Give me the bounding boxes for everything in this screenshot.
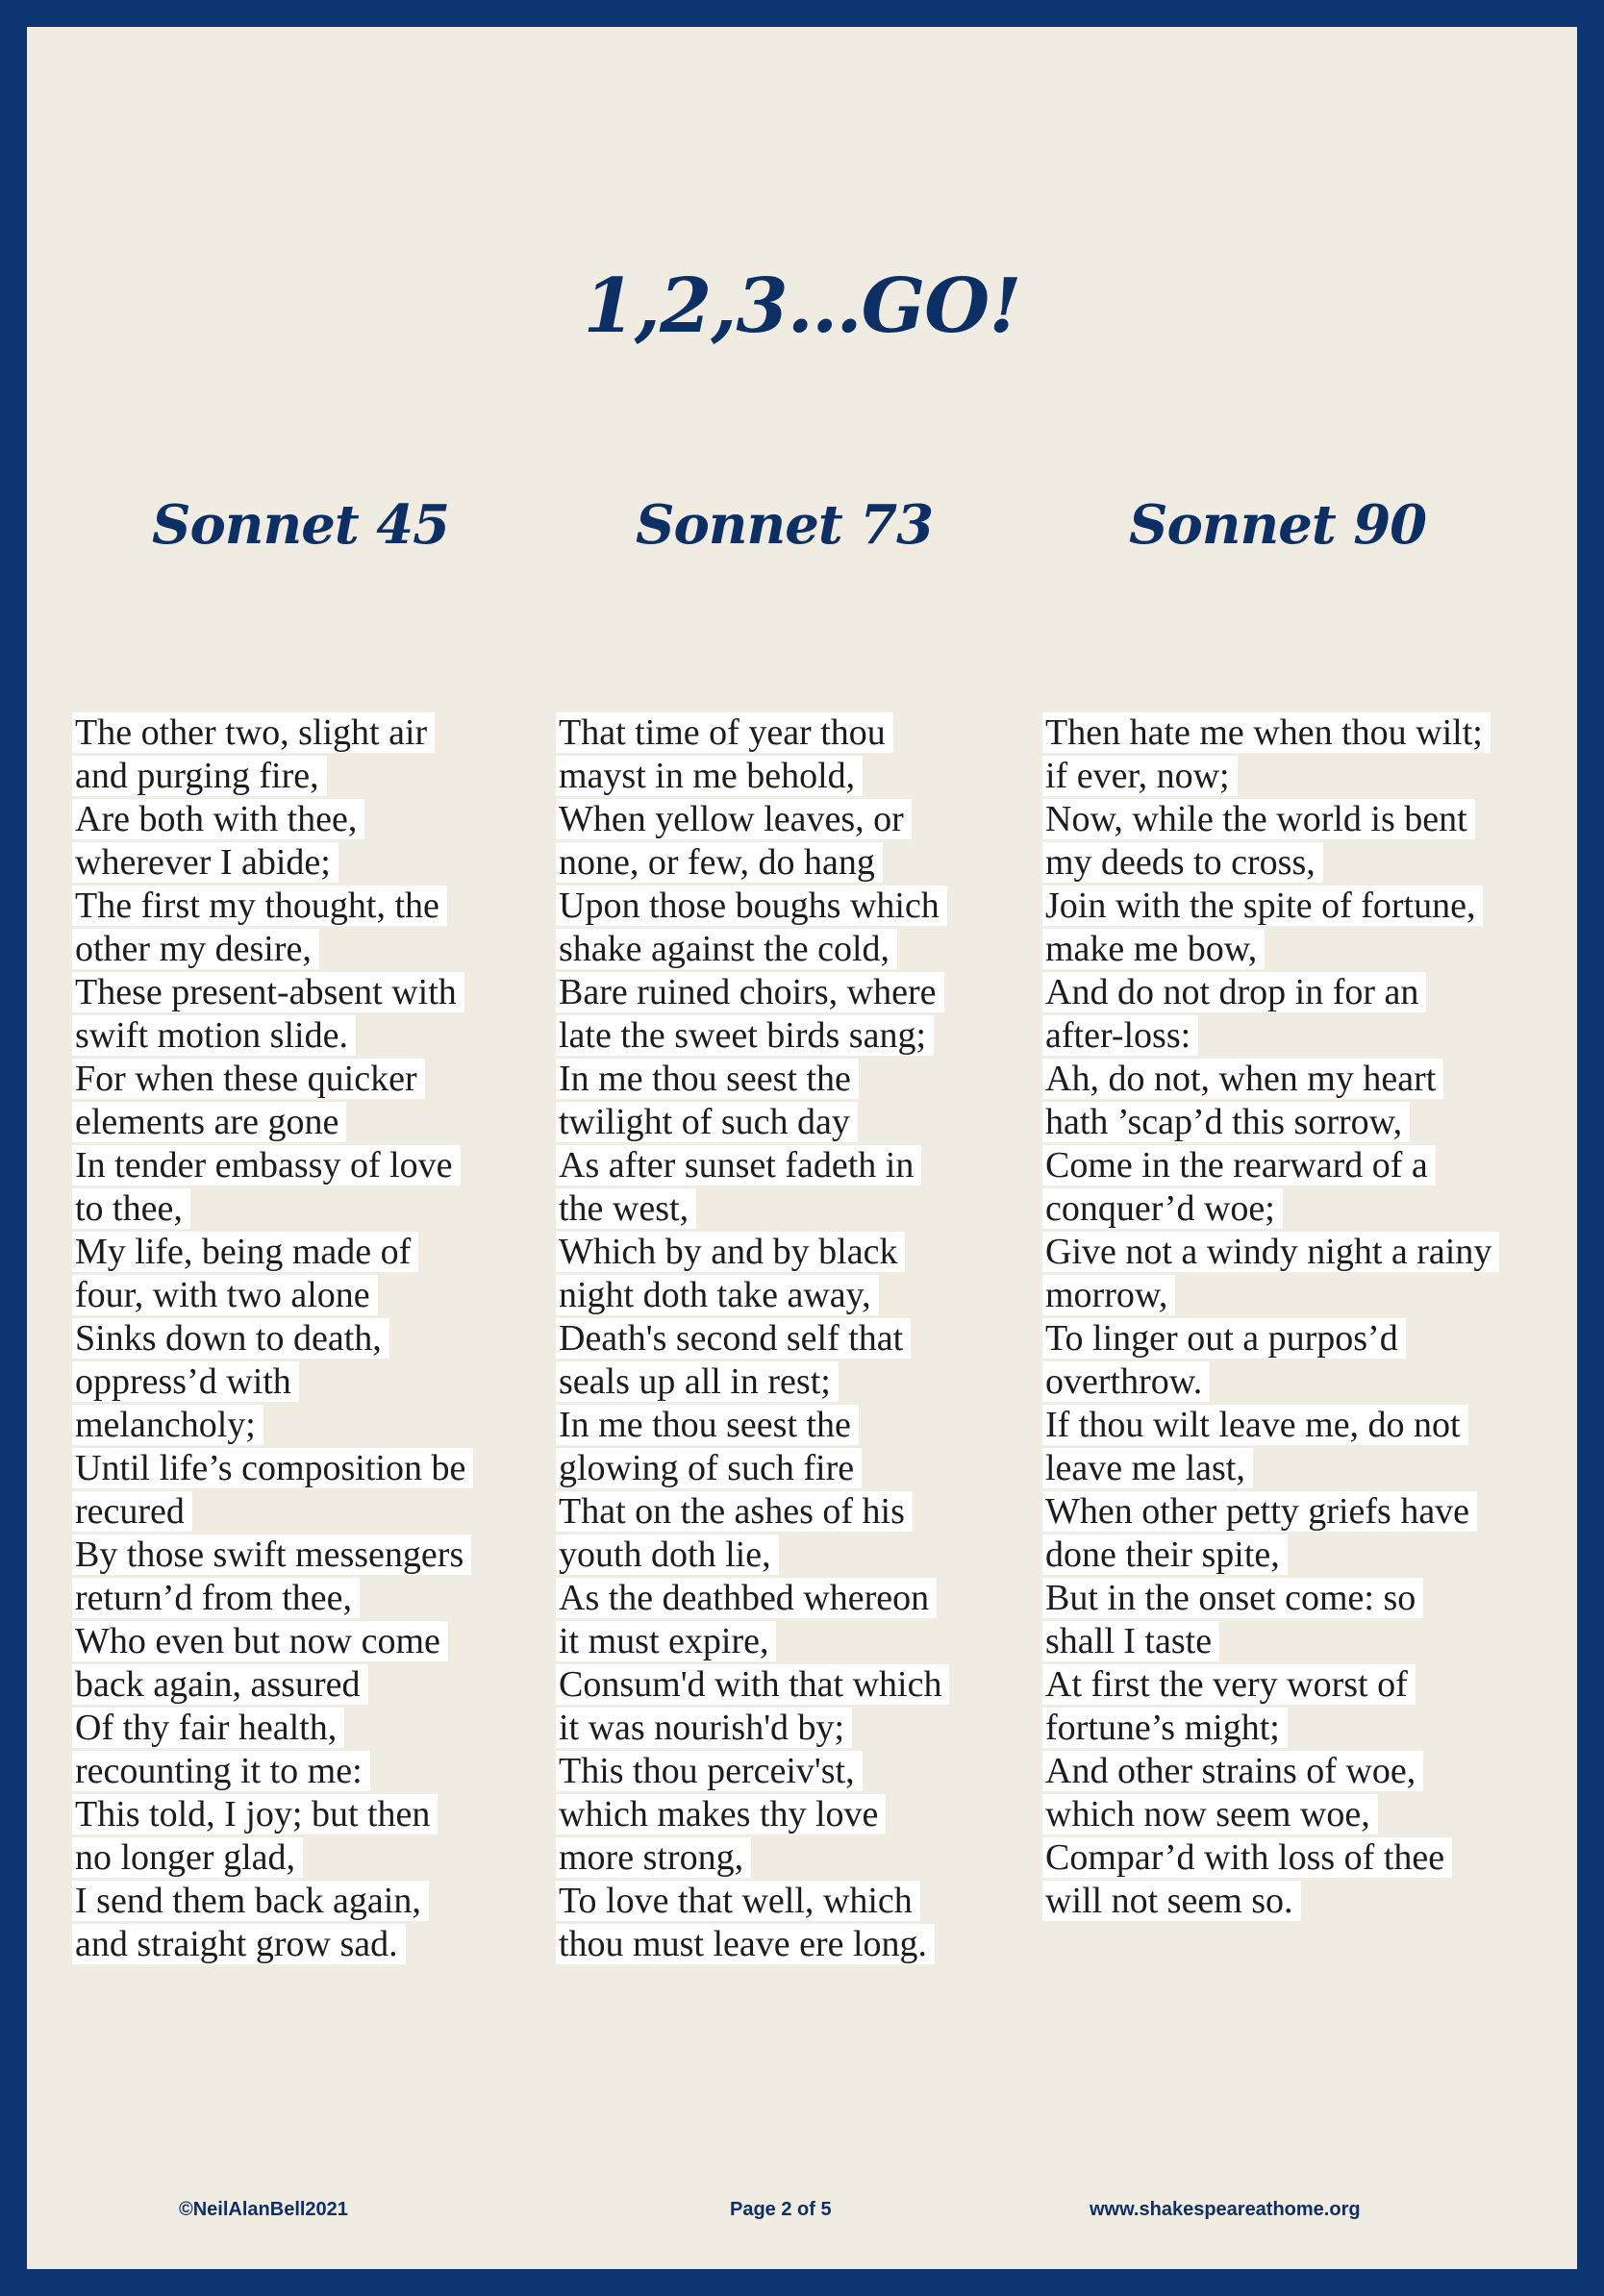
poem-line [559,1880,1040,1923]
poem-line [559,885,1040,928]
poem-line [559,1490,1040,1534]
poem-line-text: night doth take away, [556,1275,879,1315]
poem-line [75,841,556,885]
poem-line-text: In tender embassy of love [72,1145,461,1185]
sonnet-text [75,711,556,1966]
poem-line-text: twilight of such day [556,1102,858,1142]
poem-line-text: Of thy fair health, [72,1708,344,1748]
poem-line [75,1187,556,1231]
poem-line [559,711,1040,755]
poem-line-text: That time of year thou [556,712,893,753]
poem-line [559,1534,1040,1577]
poem-line-text: Now, while the world is bent [1042,799,1475,839]
poem-line-text: Come in the rearward of a [1042,1145,1436,1185]
poem-line [75,1750,556,1793]
poem-line [1045,1014,1526,1058]
sonnet-title: Sonnet 90 [1129,493,1427,557]
poem-line-text: make me bow, [1042,929,1265,969]
poem-line [1045,1577,1526,1620]
poem-line-text: elements are gone [72,1102,346,1142]
poem-line [1045,1534,1526,1577]
poem-line-text: done their spite, [1042,1535,1288,1575]
poem-line [1045,1707,1526,1750]
poem-line [559,1923,1040,1966]
sonnet-90-column [1045,493,1526,1923]
poem-line-text: no longer glad, [72,1837,303,1878]
poem-line [559,928,1040,971]
poem-line-text: morrow, [1042,1275,1175,1315]
poem-line [75,1620,556,1663]
poem-line-text: Consum'd with that which [556,1664,949,1705]
poem-line [559,1058,1040,1101]
poem-line [559,798,1040,841]
poem-line-text: Death's second self that [556,1318,911,1359]
poem-line-text: none, or few, do hang [556,842,883,883]
poem-line-text: Then hate me when thou wilt; [1042,712,1491,753]
sonnet-45-column [75,493,556,1966]
poem-line-text: Ah, do not, when my heart [1042,1059,1443,1099]
poem-line [1045,1187,1526,1231]
sonnet-text [559,711,1040,1966]
poem-line [559,1144,1040,1187]
poem-line [1045,928,1526,971]
poem-line [559,1577,1040,1620]
poem-line-text: melancholy; [72,1405,263,1445]
poem-line-text: conquer’d woe; [1042,1188,1283,1229]
footer-website: www.shakespeareathome.org [1090,2199,1361,2220]
poem-line-text: which now seem woe, [1042,1794,1378,1834]
poem-line [1045,1144,1526,1187]
poem-line-text: swift motion slide. [72,1015,356,1056]
poem-line [1045,1447,1526,1490]
poem-line [75,1836,556,1880]
sonnet-73-column [559,493,1040,1966]
poem-line-text: When yellow leaves, or [556,799,912,839]
poem-line [75,755,556,798]
poem-line-text: fortune’s might; [1042,1708,1288,1748]
poem-line [559,1404,1040,1447]
poem-line-text: When other petty griefs have [1042,1491,1477,1532]
poem-line-text: And other strains of woe, [1042,1751,1423,1791]
poem-line-text: I send them back again, [72,1881,429,1921]
poem-line-text: If thou wilt leave me, do not [1042,1405,1468,1445]
poem-line-text: recured [72,1491,192,1532]
poem-line [559,1317,1040,1360]
poem-line [1045,798,1526,841]
poem-line-text: return’d from thee, [72,1578,360,1618]
poem-line [75,1534,556,1577]
poem-line [559,841,1040,885]
poem-line [75,1058,556,1101]
poem-line [559,1620,1040,1663]
poem-line-text: Who even but now come [72,1621,448,1661]
poem-line [75,1231,556,1274]
poem-line-text: to thee, [72,1188,190,1229]
poem-line [559,1836,1040,1880]
footer-page-number: Page 2 of 5 [730,2199,832,2220]
poem-line [75,1360,556,1404]
footer-copyright: ©NeilAlanBell2021 [179,2199,348,2220]
sonnet-title: Sonnet 73 [636,493,934,557]
poem-line-text: For when these quicker [72,1059,425,1099]
poem-line-text: back again, assured [72,1664,368,1705]
poem-line-text: mayst in me behold, [556,756,863,796]
poem-line [75,1663,556,1707]
poem-line [559,1101,1040,1144]
poem-line [75,1014,556,1058]
poem-line-text: glowing of such fire [556,1448,862,1488]
poem-line [75,1880,556,1923]
poem-line-text: if ever, now; [1042,756,1238,796]
poem-line [559,1274,1040,1317]
poem-line [559,971,1040,1014]
poem-line [75,798,556,841]
poem-line [75,1707,556,1750]
poem-line-text: Are both with thee, [72,799,364,839]
page [27,27,1577,2269]
poem-line [75,971,556,1014]
poem-line [75,928,556,971]
poem-line [1045,1836,1526,1880]
poem-line-text: more strong, [556,1837,751,1878]
poem-line-text: shake against the cold, [556,929,897,969]
poem-line [75,1793,556,1836]
poem-line [1045,1620,1526,1663]
poem-line-text: This told, I joy; but then [72,1794,438,1834]
poem-line-text: other my desire, [72,929,319,969]
poem-line-text: four, with two alone [72,1275,378,1315]
poem-line-text: Upon those boughs which [556,886,947,926]
poem-line-text: Sinks down to death, [72,1318,389,1359]
poem-line [1045,1880,1526,1923]
poem-line [75,1404,556,1447]
poem-line [75,1101,556,1144]
poem-line-text: recounting it to me: [72,1751,370,1791]
poem-line-text: after-loss: [1042,1015,1198,1056]
poem-line [1045,1663,1526,1707]
poem-line [559,1187,1040,1231]
poem-line-text: seals up all in rest; [556,1361,839,1402]
poem-line-text: the west, [556,1188,696,1229]
poem-line-text: and straight grow sad. [72,1924,406,1964]
poem-line-text: Compar’d with loss of thee [1042,1837,1452,1878]
poem-line [1045,841,1526,885]
poem-line [1045,711,1526,755]
poem-line [1045,1793,1526,1836]
poem-line [559,1231,1040,1274]
poem-line [75,1274,556,1317]
poem-line [75,1144,556,1187]
poem-line [559,1447,1040,1490]
poem-line [559,755,1040,798]
poem-line-text: That on the ashes of his [556,1491,913,1532]
poem-line-text: wherever I abide; [72,842,338,883]
poem-line [75,1317,556,1360]
poem-line-text: which makes thy love [556,1794,886,1834]
poem-line-text: Give not a windy night a rainy [1042,1232,1499,1272]
poem-line-text: At first the very worst of [1042,1664,1416,1705]
poem-line-text: shall I taste [1042,1621,1219,1661]
poem-line [559,1793,1040,1836]
poem-line [75,1923,556,1966]
poem-line [1045,1317,1526,1360]
poem-line [1045,1404,1526,1447]
poem-line-text: Until life’s composition be [72,1448,473,1488]
poem-line [1045,885,1526,928]
poem-line [559,1750,1040,1793]
poem-line [1045,971,1526,1014]
poem-line [1045,1750,1526,1793]
poem-line [559,1360,1040,1404]
poem-line-text: But in the onset come: so [1042,1578,1423,1618]
poem-line [75,1490,556,1534]
poem-line-text: it must expire, [556,1621,776,1661]
poem-line-text: hath ’scap’d this sorrow, [1042,1102,1410,1142]
poem-line-text: Join with the spite of fortune, [1042,886,1483,926]
poem-line [1045,1274,1526,1317]
poem-line-text: overthrow. [1042,1361,1210,1402]
poem-line-text: The first my thought, the [72,886,447,926]
poem-line [559,1014,1040,1058]
poem-line-text: The other two, slight air [72,712,435,753]
poem-line [75,711,556,755]
poem-line-text: In me thou seest the [556,1405,859,1445]
poem-line-text: These present-absent with [72,972,464,1012]
poem-line [1045,1360,1526,1404]
sonnet-title: Sonnet 45 [152,493,450,557]
poem-line [1045,755,1526,798]
poem-line-text: And do not drop in for an [1042,972,1426,1012]
poem-line [1045,1231,1526,1274]
poem-line-text: youth doth lie, [556,1535,779,1575]
poem-line-text: Which by and by black [556,1232,905,1272]
poem-line [1045,1058,1526,1101]
sonnet-text [1045,711,1526,1923]
poem-line [75,885,556,928]
poem-line [1045,1490,1526,1534]
poem-line-text: Bare ruined choirs, where [556,972,944,1012]
poem-line-text: In me thou seest the [556,1059,859,1099]
poem-line [1045,1101,1526,1144]
poem-line-text: To linger out a purpos’d [1042,1318,1406,1359]
poem-line-text: it was nourish'd by; [556,1708,852,1748]
poem-line-text: thou must leave ere long. [556,1924,935,1964]
poem-line [559,1663,1040,1707]
poem-line-text: As after sunset fadeth in [556,1145,921,1185]
poem-line [559,1707,1040,1750]
page-title: 1,2,3…GO! [583,262,1021,350]
poem-line-text: My life, being made of [72,1232,418,1272]
poem-line-text: This thou perceiv'st, [556,1751,863,1791]
poem-line-text: and purging fire, [72,756,327,796]
poem-line [75,1447,556,1490]
poem-line-text: oppress’d with [72,1361,299,1402]
poem-line [75,1577,556,1620]
poem-line-text: will not seem so. [1042,1881,1301,1921]
poem-line-text: leave me last, [1042,1448,1253,1488]
poem-line-text: my deeds to cross, [1042,842,1323,883]
poem-line-text: By those swift messengers [72,1535,471,1575]
poem-line-text: To love that well, which [556,1881,920,1921]
poem-line-text: late the sweet birds sang; [556,1015,934,1056]
poem-line-text: As the deathbed whereon [556,1578,937,1618]
